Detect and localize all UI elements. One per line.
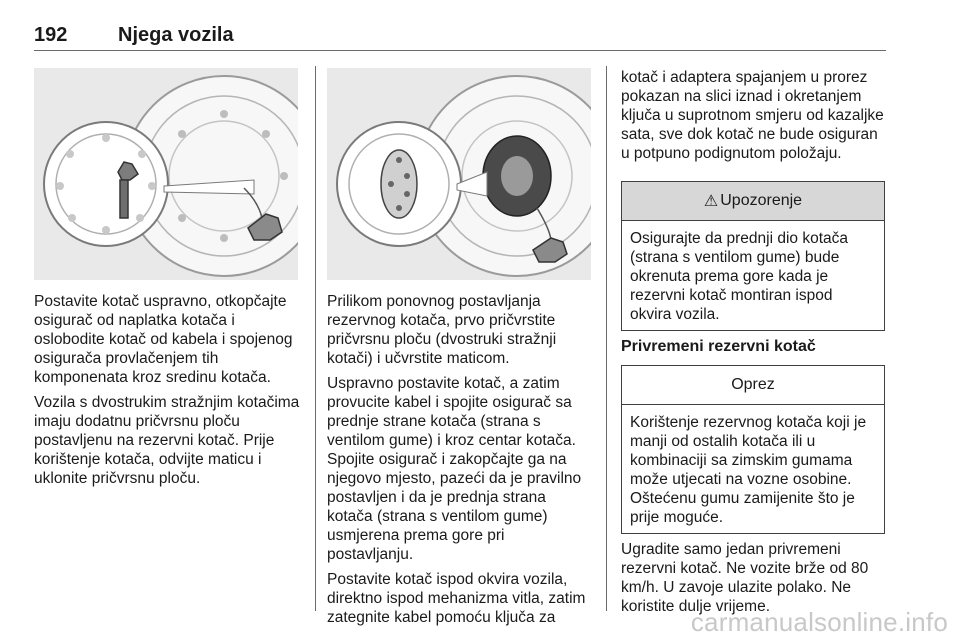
caution-text: Korištenje rezervnog kotača koji je manji od ostalih kotača ili u kombinaciji sa zimskim gumama može utjecati na vozne osobine. Oštećenu gumu zamijenite što je prije moguće.: [630, 414, 867, 526]
caution-body: [622, 405, 884, 533]
paragraph: Vozila s dvostrukim stražnjim kotačima imaju dodatnu pričvrsnu ploču postavljenu na rezervni kotač. Prije korištenje kotača, odvijte maticu i uklonite pričvrsnu ploču.: [34, 394, 300, 487]
chapter-title: Njega vozila: [118, 24, 234, 46]
page-header: [34, 20, 886, 51]
paragraph: Ugradite samo jedan privremeni rezervni kotač. Ne vozite brže od 80 km/h. U zavoje ulazite polako. Ne koristite dulje vrijeme.: [621, 541, 869, 615]
paragraph: kotač i adaptera spajanjem u prorez pokazan na slici iznad i okretanjem ključa u suprotnom smjeru od kazaljke sata, sve dok kotač ne bude osiguran u potpuno podignutom položaju.: [621, 69, 884, 162]
warning-triangle-icon: ⚠: [703, 193, 719, 210]
wheel-plate-illustration: [327, 68, 591, 280]
caution-header: [622, 366, 884, 405]
column-left: [34, 292, 304, 494]
column-divider-left: [315, 66, 316, 611]
warning-box: [621, 181, 885, 331]
warning-body: [622, 221, 884, 330]
watermark: carmanualsonline.info: [690, 607, 948, 637]
section-heading: Privremeni rezervni kotač: [621, 338, 816, 355]
column-middle: [327, 292, 593, 633]
column-divider-right: [606, 66, 607, 611]
paragraph: Prilikom ponovnog postavljanja rezervnog kotača, prvo pričvrstite pričvrsnu ploču (dvostruki stražnji kotači) i učvrstite maticom.: [327, 293, 557, 367]
warning-title: Upozorenje: [720, 192, 803, 209]
paragraph: Postavite kotač uspravno, otkopčajte osigurač od naplatka kotača i oslobodite kotač od kabela i spojenog osigurača provlačenjem tih komponenata kroz sredinu kotača.: [34, 293, 293, 386]
page-number: 192: [34, 24, 68, 46]
wheel-lock-illustration: [34, 68, 298, 280]
warning-text: Osigurajte da prednji dio kotača (strana s ventilom gume) bude okrenuta prema gore kada je rezervni kotač montiran ispod okvira vozila.: [630, 230, 848, 323]
paragraph: Postavite kotač ispod okvira vozila, direktno ispod mehanizma vitla, zatim zategnite kabel pomoću ključa za: [327, 571, 586, 626]
warning-header: [622, 182, 884, 221]
caution-box: [621, 365, 885, 534]
column-right-intro: [621, 68, 889, 169]
paragraph: Uspravno postavite kotač, a zatim provucite kabel i spojite osigurač sa prednje strane kotača (strana s ventilom gume) i kroz centar kotača. Spojite osigurač i zakopčajte ga na njegovo mjesto, pazeći da je pravilno postavljen i da je prednja strana kotača (strana s ventilom gume) usmjerena prema gore pri postavljanju.: [327, 375, 582, 563]
caution-title: Oprez: [731, 376, 775, 393]
